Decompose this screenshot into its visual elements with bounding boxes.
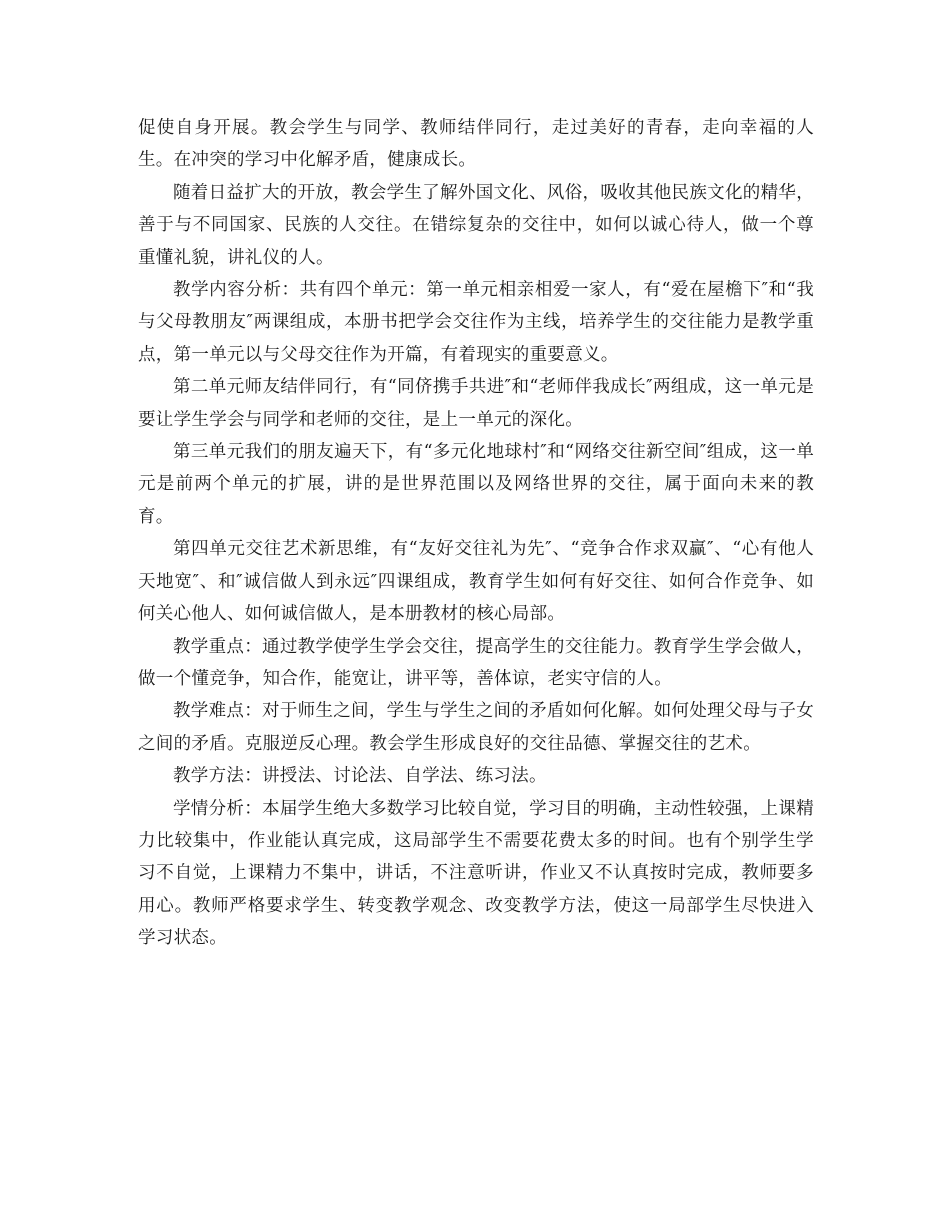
paragraph-student-analysis: 学情分析：本届学生绝大多数学习比较自觉，学习目的明确，主动性较强，上课精力比较集中，作业能认真完成，这局部学生不需要花费太多的时间。也有个别学生学习不自觉，上课精力不集中，讲话，不注意听讲，作业又不认真按时完成，教师要多用心。教师严格要求学生、转变教学观念、改变教学方法，使这一局部学生尽快进入学习状态。 [138,798,814,949]
document-body [138,112,814,955]
paragraph-unit-four: 第四单元交往艺术新思维，有“友好交往礼为先″、“竞争合作求双赢″、“心有他人天地宽″、和″诚信做人到永远″四课组成，教育学生如何有好交往、如何合作竞争、如何关心他人、如何诚信做人，是本册教材的核心局部。 [138,539,814,625]
paragraph-unit-two: 第二单元师友结伴同行，有“同侪携手共进″和“老师伴我成长″两组成，这一单元是要让学生学会与同学和老师的交往，是上一单元的深化。 [138,377,814,430]
paragraph-content-analysis: 教学内容分析：共有四个单元：第一单元相亲相爱一家人，有“爱在屋檐下″和“我与父母教朋友″两课组成，本册书把学会交往作为主线，培养学生的交往能力是教学重点，第一单元以与父母交往作为开篇，有着现实的重要意义。 [138,280,814,365]
paragraph-teaching-difficulty: 教学难点：对于师生之间，学生与学生之间的矛盾如何化解。如何处理父母与子女之间的矛盾。克服逆反心理。教会学生形成良好的交往品德、掌握交往的艺术。 [138,701,814,754]
paragraph-unit-three: 第三单元我们的朋友遍天下，有“多元化地球村″和“网络交往新空间″组成，这一单元是前两个单元的扩展，讲的是世界范围以及网络世界的交往，属于面向未来的教育。 [138,442,814,527]
paragraph-teaching-methods: 教学方法：讲授法、讨论法、自学法、练习法。 [173,766,547,787]
paragraph-teaching-focus: 教学重点：通过教学使学生学会交往，提高学生的交往能力。教育学生学会做人，做一个懂竞争，知合作，能宽让，讲平等，善体谅，老实守信的人。 [138,636,814,689]
paragraph-openness: 随着日益扩大的开放，教会学生了解外国文化、风俗，吸收其他民族文化的精华，善于与不同国家、民族的人交往。在错综复杂的交往中，如何以诚心待人，做一个尊重懂礼貌，讲礼仪的人。 [138,182,814,268]
paragraph-continuation: 促使自身开展。教会学生与同学、教师结伴同行，走过美好的青春，走向幸福的人生。在冲突的学习中化解矛盾，健康成长。 [138,118,814,171]
